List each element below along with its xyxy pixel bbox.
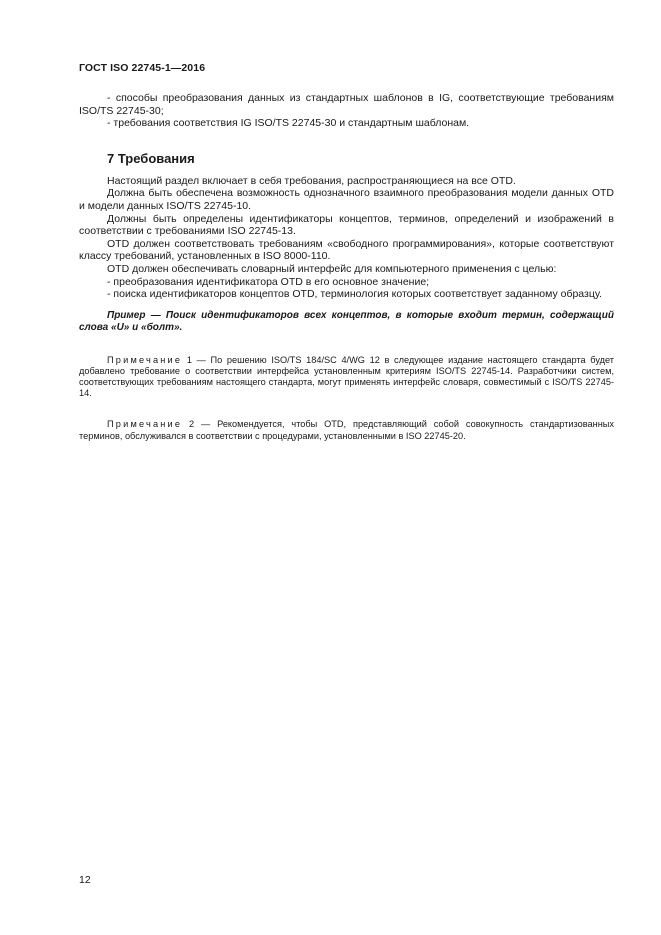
bullet-item: - преобразования идентификатора OTD в его основное значение; xyxy=(107,275,430,288)
note-text: 2 — Рекомендуется, чтобы OTD, представляющий собой совокупность стандартизованных терминов, обслуживался в соответствии с процедурами, установленными в ISO 22745-20. xyxy=(79,419,614,441)
paragraph: OTD должен соответствовать требованиям «свободного программирования», которые соответствуют классу требований, установленных в ISO 8000-110. xyxy=(79,237,614,263)
intro-list-item: - способы преобразования данных из стандартных шаблонов в IG, соответствующие требованиям ISO/TS 22745-30; xyxy=(79,92,614,117)
example-text: Пример — Поиск идентификаторов всех концептов, в которые входит термин, содержащий слова «U» и «болт». xyxy=(79,309,614,334)
page-number: 12 xyxy=(79,874,91,886)
section-heading: 7 Требования xyxy=(107,150,195,166)
bullet-item: - поиска идентификаторов концептов OTD, терминология которых соответствует заданному образцу. xyxy=(107,288,602,301)
paragraph: Должна быть обеспечена возможность однозначного взаимного преобразования модели данных OTD и модели данных ISO/TS 22745-10. xyxy=(79,187,614,212)
note-1 xyxy=(79,355,614,400)
note-2 xyxy=(79,419,614,441)
page-content xyxy=(79,92,614,442)
note-text: 1 — По решению ISO/TS 184/SC 4/WG 12 в следующее издание настоящего стандарта будет добавлено требование о соответствии интерфейса установленным критериям ISO/TS 22745-14. Разработчики систем, соответствующих требованиям настоящего стандарта, могут применять интерфейс словаря, совместимый с ISO/TS 22745-14. xyxy=(79,354,614,399)
paragraph: OTD должен обеспечивать словарный интерфейс для компьютерного применения с целью: xyxy=(107,262,557,275)
paragraph: Настоящий раздел включает в себя требования, распространяющиеся на все OTD. xyxy=(107,174,516,187)
note-label: Примечание xyxy=(107,354,183,365)
paragraph: Должны быть определены идентификаторы концептов, терминов, определений и изображений в соответствии с требованиями ISO 22745-13. xyxy=(79,212,614,238)
document-header: ГОСТ ISO 22745-1—2016 xyxy=(79,62,206,74)
intro-list-item: - требования соответствия IG ISO/TS 22745-30 и стандартным шаблонам. xyxy=(107,117,470,130)
note-label: Примечание xyxy=(107,419,183,430)
